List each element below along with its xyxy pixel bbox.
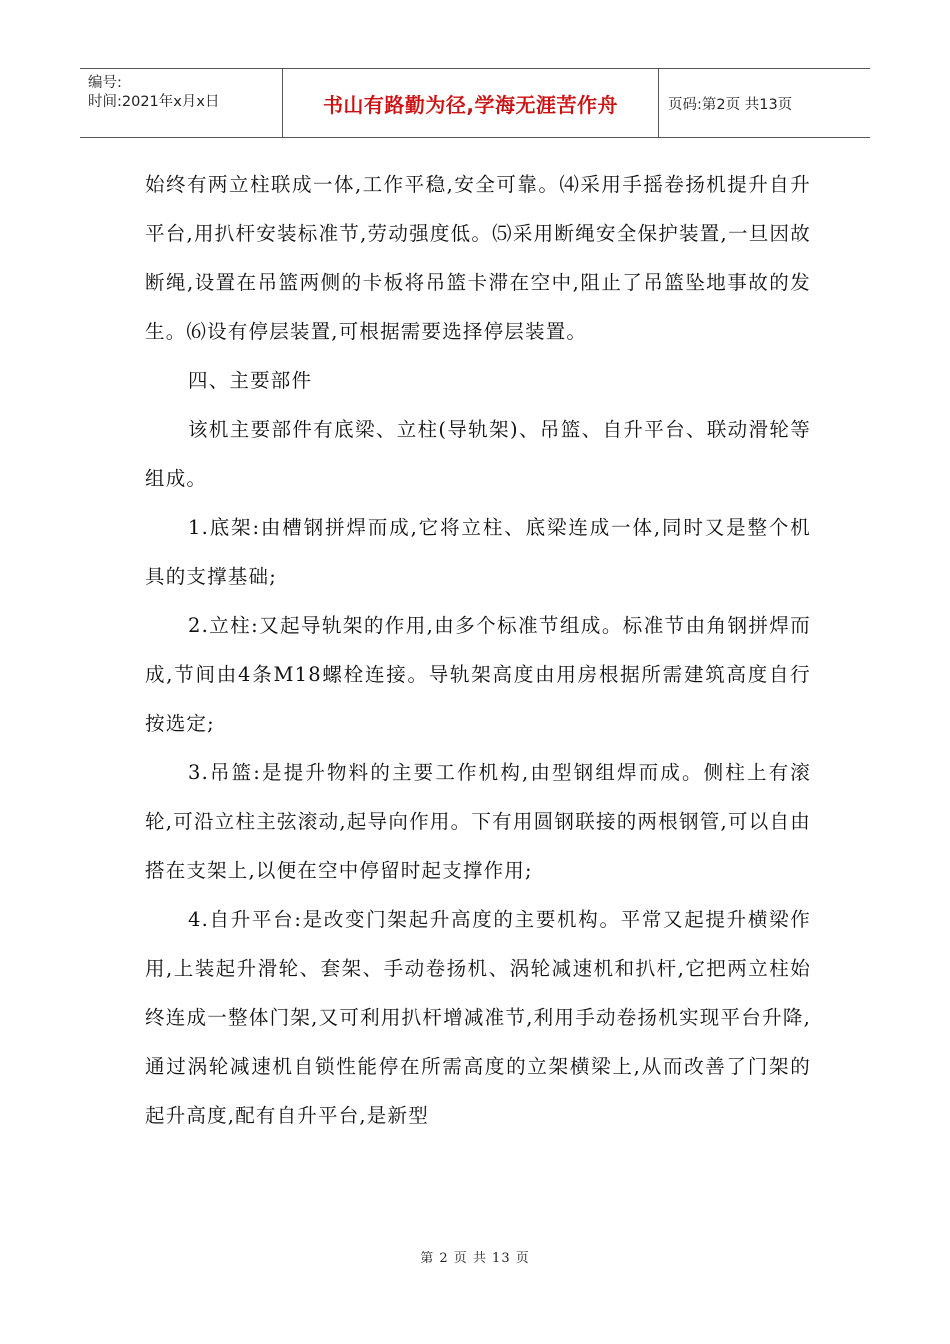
paragraph-item-1: 1.底架:由槽钢拼焊而成,它将立柱、底梁连成一体,同时又是整个机具的支撑基础; <box>145 516 811 588</box>
header-motto: 书山有路勤为径,学海无涯苦作舟 <box>282 69 659 137</box>
paragraph-continued: 始终有两立柱联成一体,工作平稳,安全可靠。⑷采用手摇卷扬机提升自升平台,用扒杆安装标准节,劳动强度低。⑸采用断绳安全保护装置,一旦因故断绳,设置在吊篮两侧的卡板将吊篮卡滞在空中,阻止了吊篮坠地事故的发生。⑹设有停层装置,可根据需要选择停层装置。 <box>145 173 811 343</box>
header-meta <box>80 69 282 137</box>
page-header <box>80 68 870 138</box>
paragraph-intro: 该机主要部件有底梁、立柱(导轨架)、吊篮、自升平台、联动滑轮等组成。 <box>145 418 811 490</box>
document-time-label: 时间:2021年x月x日 <box>88 94 220 110</box>
paragraph-item-4: 4.自升平台:是改变门架起升高度的主要机构。平常又起提升横梁作用,上装起升滑轮、套架、手动卷扬机、涡轮减速机和扒杆,它把两立柱始终连成一整体门架,又可利用扒杆增减准节,利用手动卷扬机实现平台升降,通过涡轮减速机自锁性能停在所需高度的立架横梁上,从而改善了门架的起升高度,配有自升平台,是新型 <box>145 908 811 1127</box>
document-body <box>145 160 811 1140</box>
paragraph-item-2: 2.立柱:又起导轨架的作用,由多个标准节组成。标准节由角钢拼焊而成,节间由4条M18螺栓连接。导轨架高度由用房根据所需建筑高度自行按选定; <box>145 614 811 735</box>
page-footer: 第 2 页 共 13 页 <box>420 1251 530 1266</box>
paragraph-item-3: 3.吊篮:是提升物料的主要工作机构,由型钢组焊而成。侧柱上有滚轮,可沿立柱主弦滚动,起导向作用。下有用圆钢联接的两根钢管,可以自由搭在支架上,以便在空中停留时起支撑作用; <box>145 761 811 882</box>
header-page-info: 页码:第2页 共13页 <box>668 96 793 113</box>
section-heading: 四、主要部件 <box>188 369 313 392</box>
document-number-label: 编号: <box>88 75 122 91</box>
